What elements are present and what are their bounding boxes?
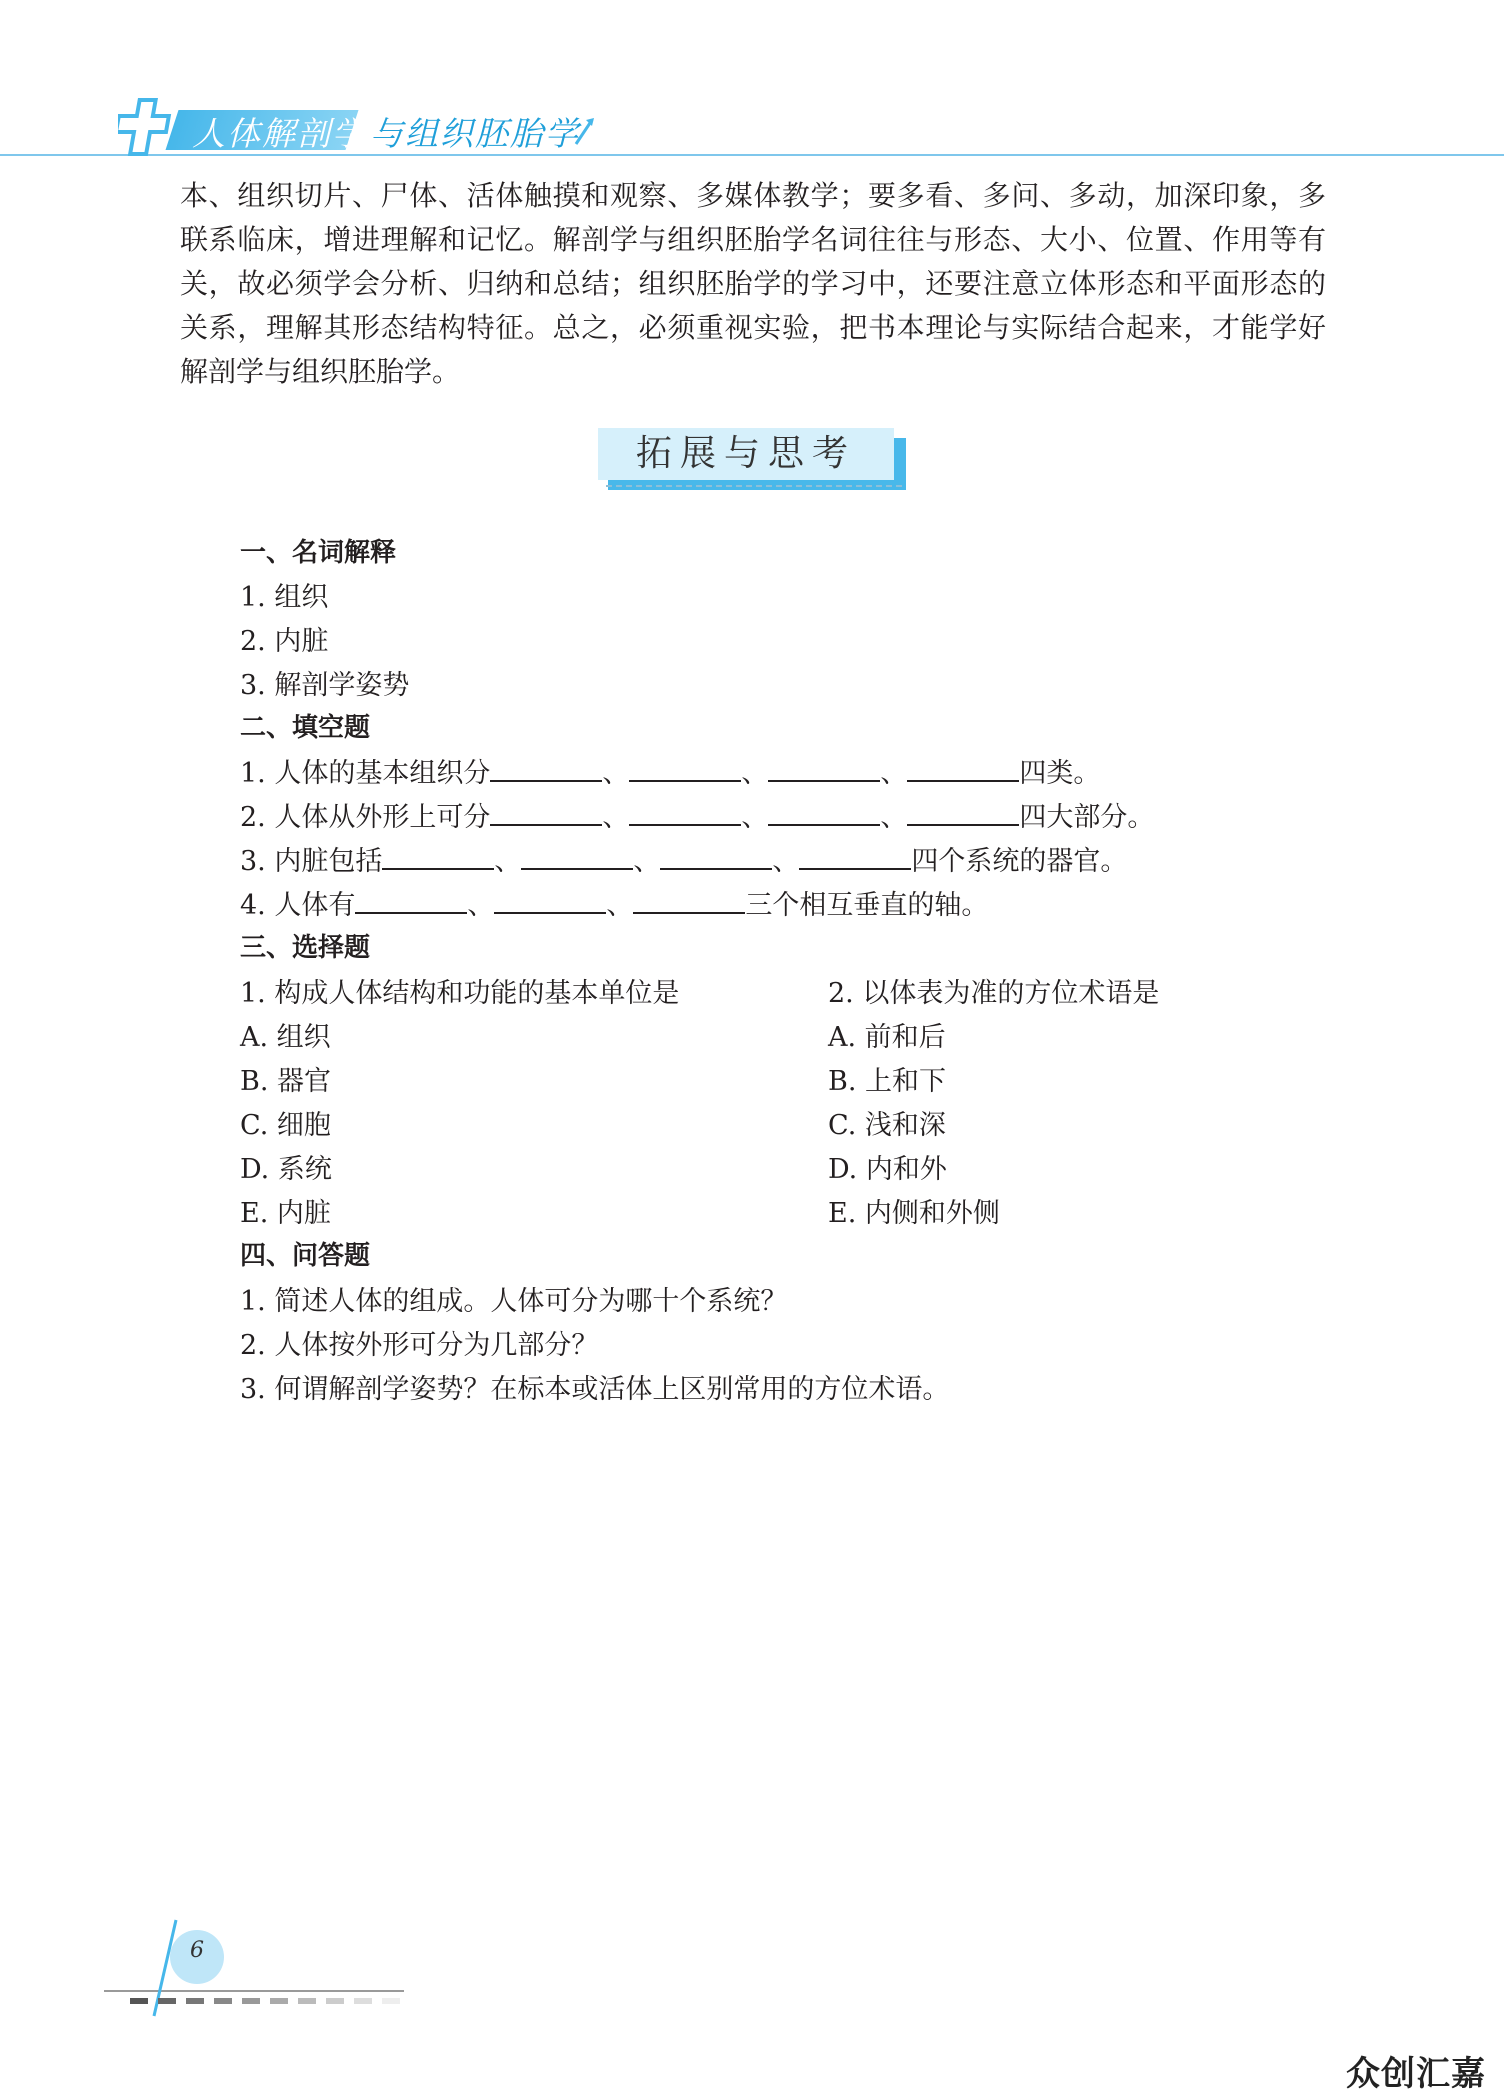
essay-question: 3. 何谓解剖学姿势？在标本或活体上区别常用的方位术语。 — [240, 1374, 950, 1405]
question-suffix: 四大部分。 — [1019, 802, 1155, 833]
answer-blank[interactable] — [768, 754, 880, 782]
choice-option[interactable]: C. 浅和深 — [828, 1110, 946, 1141]
question-suffix: 三个相互垂直的轴。 — [745, 890, 989, 921]
choice-option[interactable]: E. 内脏 — [240, 1198, 331, 1229]
answer-blank[interactable] — [633, 886, 745, 914]
choice-option[interactable]: A. 组织 — [240, 1022, 331, 1053]
header-title-part1: 人体解剖学 — [192, 114, 367, 153]
separator: 、 — [880, 802, 908, 833]
answer-blank[interactable] — [494, 886, 606, 914]
section-banner — [598, 428, 904, 490]
answer-blank[interactable] — [521, 842, 633, 870]
fill-question-1 — [240, 751, 1100, 790]
choice-option[interactable]: C. 细胞 — [240, 1110, 331, 1141]
answer-blank[interactable] — [490, 754, 602, 782]
header-title-part2: 与组织胚胎学 — [370, 114, 580, 153]
section1-item: 2. 内脏 — [240, 626, 329, 657]
answer-blank[interactable] — [799, 842, 911, 870]
question-prefix: 2. 人体从外形上可分 — [240, 802, 491, 833]
separator: 、 — [602, 802, 630, 833]
question-prefix: 1. 人体的基本组织分 — [240, 758, 491, 789]
separator: 、 — [494, 846, 522, 877]
choice-question-1-stem: 1. 构成人体结构和功能的基本单位是 — [240, 978, 680, 1009]
choice-option[interactable]: E. 内侧和外侧 — [828, 1198, 1000, 1229]
choice-option[interactable]: B. 上和下 — [828, 1066, 947, 1097]
answer-blank[interactable] — [907, 798, 1019, 826]
section2-title: 二、填空题 — [240, 713, 371, 743]
fill-question-3 — [240, 839, 1127, 878]
section1-item: 3. 解剖学姿势 — [240, 670, 410, 701]
question-suffix: 四个系统的器官。 — [911, 846, 1128, 877]
choice-option[interactable]: D. 系统 — [240, 1154, 332, 1185]
answer-blank[interactable] — [382, 842, 494, 870]
answer-blank[interactable] — [629, 798, 741, 826]
separator: 、 — [606, 890, 634, 921]
page-header — [0, 0, 1504, 170]
page-number: 6 — [190, 1938, 204, 1963]
answer-blank[interactable] — [629, 754, 741, 782]
separator: 、 — [467, 890, 495, 921]
question-prefix: 3. 内脏包括 — [240, 846, 383, 877]
intro-paragraph: 本、组织切片、尸体、活体触摸和观察、多媒体教学；要多看、多问、多动，加深印象，多联系临床，增进理解和记忆。解剖学与组织胚胎学名词往往与形态、大小、位置、作用等有关，故必须学会分析、归纳和总结；组织胚胎学的学习中，还要注意立体形态和平面形态的关系，理解其形态结构特征。总之，必须重视实验，把书本理论与实际结合起来，才能学好解剖学与组织胚胎学。 — [180, 179, 1326, 388]
pen-arrow-icon — [572, 116, 596, 146]
answer-blank[interactable] — [907, 754, 1019, 782]
section1-title: 一、名词解释 — [240, 538, 397, 568]
answer-blank[interactable] — [490, 798, 602, 826]
separator: 、 — [633, 846, 661, 877]
choice-question-2-stem: 2. 以体表为准的方位术语是 — [828, 978, 1160, 1009]
essay-question: 1. 简述人体的组成。人体可分为哪十个系统？ — [240, 1286, 788, 1317]
choice-option[interactable]: D. 内和外 — [828, 1154, 947, 1185]
separator: 、 — [741, 758, 769, 789]
section4-title: 四、问答题 — [240, 1241, 371, 1271]
separator: 、 — [602, 758, 630, 789]
footer-rule — [104, 1990, 404, 1992]
separator: 、 — [741, 802, 769, 833]
section1-item: 1. 组织 — [240, 582, 329, 613]
answer-blank[interactable] — [355, 886, 467, 914]
section3-title: 三、选择题 — [240, 933, 371, 963]
fill-question-4 — [240, 883, 988, 922]
fill-question-2 — [240, 795, 1154, 834]
separator: 、 — [880, 758, 908, 789]
banner-title: 拓展与思考 — [635, 433, 856, 474]
banner-dashed-underline — [606, 485, 902, 487]
watermark-logo: 众创汇嘉 — [1346, 2054, 1486, 2094]
question-suffix: 四类。 — [1019, 758, 1101, 789]
footer-dash-decoration — [130, 1998, 410, 2008]
answer-blank[interactable] — [660, 842, 772, 870]
essay-question: 2. 人体按外形可分为几部分？ — [240, 1330, 599, 1361]
separator: 、 — [772, 846, 800, 877]
answer-blank[interactable] — [768, 798, 880, 826]
choice-option[interactable]: B. 器官 — [240, 1066, 332, 1097]
choice-option[interactable]: A. 前和后 — [828, 1022, 946, 1053]
question-prefix: 4. 人体有 — [240, 890, 356, 921]
